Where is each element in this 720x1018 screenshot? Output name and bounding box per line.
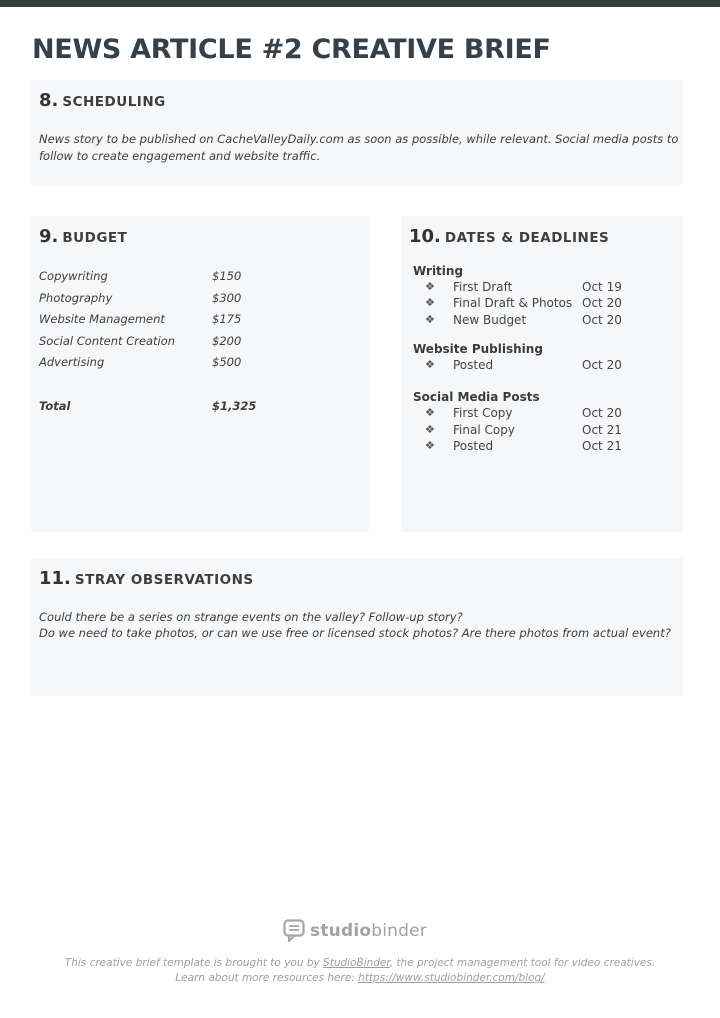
studiobinder-link[interactable]: StudioBinder <box>323 957 390 969</box>
dates-panel <box>401 216 683 532</box>
dates-item-date: Oct 19 <box>582 280 622 294</box>
budget-amount: $150 <box>212 269 242 283</box>
dates-group-title: Social Media Posts <box>413 390 540 404</box>
section-number: 8. <box>39 90 59 111</box>
footer-text: Learn about more resources here: <box>175 972 359 984</box>
dates-group-title: Writing <box>413 264 464 278</box>
dates-item-date: Oct 21 <box>582 423 622 437</box>
dates-item-name: Posted <box>453 358 494 372</box>
budget-row <box>39 334 242 348</box>
logo-text <box>310 921 427 941</box>
dates-item-name: Posted <box>453 439 494 453</box>
dates-item-date: Oct 20 <box>582 313 622 327</box>
scheduling-heading <box>39 90 166 111</box>
studiobinder-logo[interactable] <box>283 918 427 944</box>
dates-item-name: First Draft <box>453 280 513 294</box>
footer-text: This creative brief template is brought to you by <box>64 957 324 969</box>
speech-bubble-logo-icon <box>283 919 305 943</box>
dates-item-name: New Budget <box>453 313 527 327</box>
dates-item-name: Final Draft & Photos <box>453 296 573 310</box>
budget-row <box>39 355 242 369</box>
dates-heading <box>409 226 609 247</box>
dates-item-date: Oct 20 <box>582 358 622 372</box>
diamond-bullet-icon: ❖ <box>425 296 435 309</box>
budget-total-row <box>39 399 257 413</box>
observations-panel <box>31 558 683 696</box>
budget-row <box>39 312 242 326</box>
budget-row <box>39 291 242 305</box>
diamond-bullet-icon: ❖ <box>425 358 435 371</box>
scheduling-text: News story to be published on CacheValleyDaily.com as soon as possible, while relevant. Social media posts to follow to create engagement and website traffic. <box>39 132 679 163</box>
budget-total-label: Total <box>39 399 71 413</box>
diamond-bullet-icon: ❖ <box>425 439 435 452</box>
budget-row <box>39 269 242 283</box>
dates-group-title: Website Publishing <box>413 342 543 356</box>
blog-link[interactable]: https://www.studiobinder.com/blog/ <box>358 972 545 984</box>
observations-heading <box>39 568 254 589</box>
budget-label: Photography <box>39 291 113 305</box>
footer-line-1 <box>0 957 720 969</box>
logo-text-bold: studio <box>310 921 372 941</box>
budget-amount: $500 <box>212 355 242 369</box>
dates-item-date: Oct 20 <box>582 406 622 420</box>
budget-total-amount: $1,325 <box>212 399 257 413</box>
section-title: SCHEDULING <box>62 94 166 110</box>
dates-item-name: Final Copy <box>453 423 515 437</box>
observation-line: Could there be a series on strange events on the valley? Follow-up story? <box>39 610 463 624</box>
section-title: DATES & DEADLINES <box>444 230 610 246</box>
dates-item-date: Oct 20 <box>582 296 622 310</box>
observation-line: Do we need to take photos, or can we use free or licensed stock photos? Are there photos from actual event? <box>39 626 671 640</box>
budget-amount: $200 <box>212 334 242 348</box>
budget-label: Social Content Creation <box>39 334 176 348</box>
section-title: BUDGET <box>62 230 128 246</box>
budget-heading <box>39 226 127 247</box>
diamond-bullet-icon: ❖ <box>425 406 435 419</box>
section-number: 10. <box>409 226 441 247</box>
top-accent-bar <box>0 0 720 7</box>
budget-label: Copywriting <box>39 269 108 283</box>
footer-text: , the project management tool for video creatives. <box>389 957 656 969</box>
dates-item-name: First Copy <box>453 406 513 420</box>
logo-text-light: binder <box>371 921 427 941</box>
diamond-bullet-icon: ❖ <box>425 313 435 326</box>
budget-amount: $175 <box>212 312 242 326</box>
section-title: STRAY OBSERVATIONS <box>74 572 254 588</box>
diamond-bullet-icon: ❖ <box>425 280 435 293</box>
section-number: 9. <box>39 226 59 247</box>
page-title: NEWS ARTICLE #2 CREATIVE BRIEF <box>32 34 551 65</box>
dates-item-date: Oct 21 <box>582 439 622 453</box>
diamond-bullet-icon: ❖ <box>425 423 435 436</box>
budget-label: Website Management <box>39 312 165 326</box>
footer-line-2 <box>0 972 720 984</box>
scheduling-panel <box>31 80 683 185</box>
budget-panel <box>31 216 369 532</box>
budget-label: Advertising <box>39 355 105 369</box>
section-number: 11. <box>39 568 71 589</box>
budget-amount: $300 <box>212 291 242 305</box>
